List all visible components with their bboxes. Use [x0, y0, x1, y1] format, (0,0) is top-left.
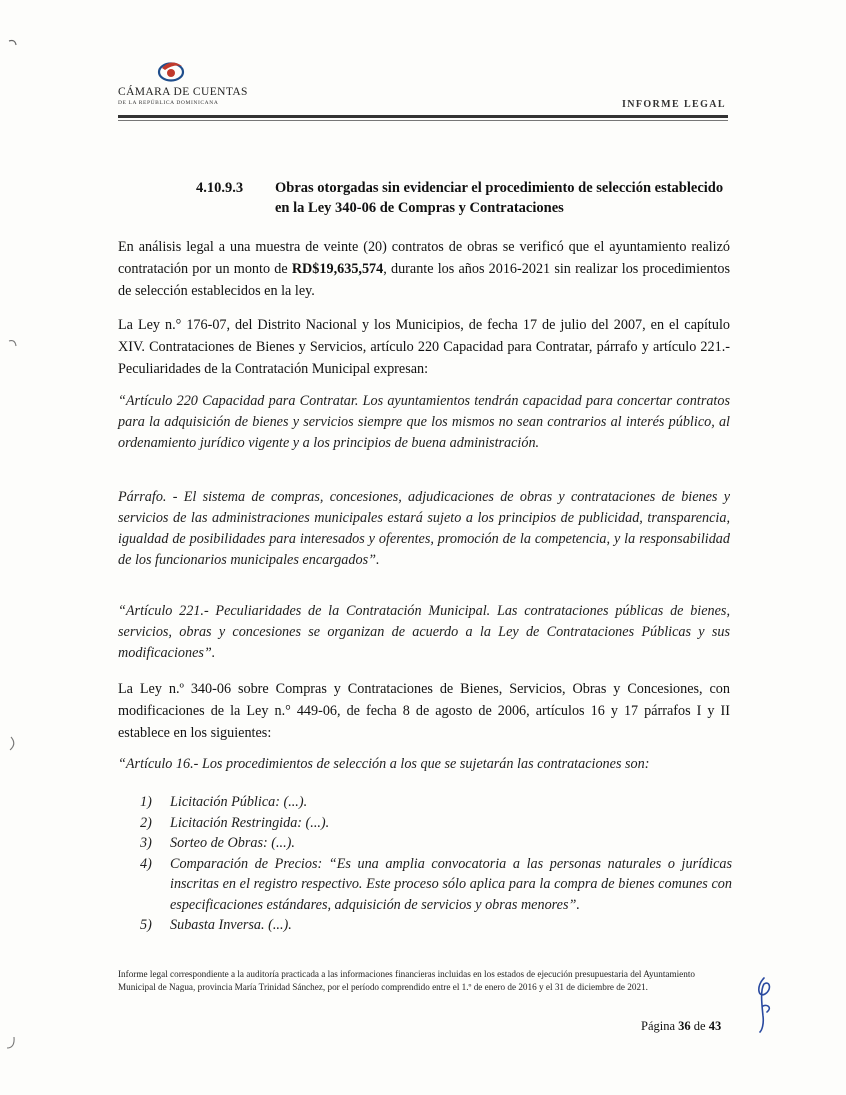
amount-value: RD$19,635,574: [291, 261, 384, 277]
paragraph-findings: [118, 236, 730, 302]
list-number: 1): [140, 794, 152, 810]
section-number: 4.10.9.3: [196, 180, 244, 196]
list-item: [140, 813, 732, 834]
scan-mark: [8, 736, 18, 752]
page-current: 36: [678, 1019, 691, 1033]
list-text: Licitación Pública: (...).: [170, 794, 308, 810]
quote-paragraph: Párrafo. - El sistema de compras, concesiones, adjudicaciones de obras y contrataciones de bienes y servicios de las administraciones municipales estará sujeto a los principios de publicidad, transparencia, igualdad de posibilidades para interesados y oferentes, promoción de la competencia, y la responsabilidad de los funcionarios municipales encargados”.: [118, 489, 730, 568]
section-title: Obras otorgadas sin evidenciar el procedimiento de selección establecido en la Ley 340-06 de Compras y Contrataciones: [275, 180, 724, 216]
footer-note: Informe legal correspondiente a la auditoría practicada a las informaciones financieras incluidas en los estados de ejecución presupuestaria del Ayuntamiento Municipal de Nagua, provincia María Trinidad Sánchez, por el período comprendido entre el 1.º de enero de 2016 y el 31 de diciembre de 2021.: [118, 969, 695, 992]
org-subtitle: DE LA REPÚBLICA DOMINICANA: [118, 100, 219, 106]
org-name: CÁMARA DE CUENTAS: [118, 86, 248, 98]
page-header: [118, 58, 728, 128]
paragraph-law-340: La Ley n.º 340-06 sobre Compras y Contrataciones de Bienes, Servicios, Obras y Concesiones, con modificaciones de la Ley n.° 449-06, de fecha 8 de agosto de 2006, artículos 16 y 17 párrafos I y II establece en los siguientes:: [118, 681, 730, 741]
camara-logo-icon: [156, 58, 186, 86]
list-text: Licitación Restringida: (...).: [170, 814, 330, 831]
paragraph-law-176: La Ley n.° 176-07, del Distrito Nacional y los Municipios, de fecha 17 de julio del 2007, en el capítulo XIV. Contrataciones de Bienes y Servicios, artículo 220 Capacidad para Contratar, párrafo y artículo 221.- Peculiaridades de la Contratación Municipal expresan:: [118, 317, 730, 377]
list-item: [140, 792, 732, 813]
list-number: 3): [140, 835, 152, 851]
quote-article-220: “Artículo 220 Capacidad para Contratar. Los ayuntamientos tendrán capacidad para concertar contratos para la adquisición de bienes y servicios siempre que los mismos no sean contrarios al interés público, al ordenamiento jurídico vigente y a los principios de buena administración.: [118, 393, 730, 451]
para-text: En análisis legal a una muestra de veinte (20) contratos de obras se verificó que el ayuntamiento realizó contratación por un monto de: [118, 239, 730, 277]
list-item: [140, 915, 732, 936]
list-text: Sorteo de Obras: (...).: [170, 835, 295, 851]
document-type: INFORME LEGAL: [621, 99, 726, 110]
header-rule: [118, 115, 728, 118]
scan-mark: [6, 1036, 16, 1052]
signature-icon: [752, 976, 778, 1034]
para-text: , durante los años 2016-2021 sin realizar los procedimientos de selección establecidos en la ley.: [118, 261, 730, 299]
page-label: Página: [641, 1019, 676, 1033]
quote-article-221: “Artículo 221.- Peculiaridades de la Contratación Municipal. Las contrataciones públicas de bienes, servicios, obras y concesiones se organizan de acuerdo a la Ley de Contrataciones Públicas y sus modificaciones”.: [118, 603, 730, 661]
list-number: 5): [140, 917, 152, 933]
header-rule-thin: [118, 120, 728, 121]
page-total: 43: [708, 1019, 722, 1033]
quote-article-16: “Artículo 16.- Los procedimientos de selección a los que se sujetarán las contrataciones son:: [118, 756, 650, 772]
list-item: [140, 833, 732, 854]
list-text: Comparación de Precios: “Es una amplia convocatoria a las personas naturales o jurídicas inscritas en el registro respectivo. Este proceso sólo aplica para la compra de bienes comunes con especificaciones estándares, adquisición de servicios y obras menores”.: [170, 855, 732, 913]
page-separator: de: [693, 1019, 706, 1033]
page-number: [641, 1019, 721, 1034]
procedures-list: [140, 792, 732, 936]
scan-mark: [8, 38, 18, 54]
list-item: [140, 854, 732, 916]
list-text: Subasta Inversa. (...).: [170, 917, 292, 933]
list-number: 4): [140, 855, 152, 872]
scan-mark: [8, 338, 18, 354]
list-number: 2): [140, 814, 152, 831]
